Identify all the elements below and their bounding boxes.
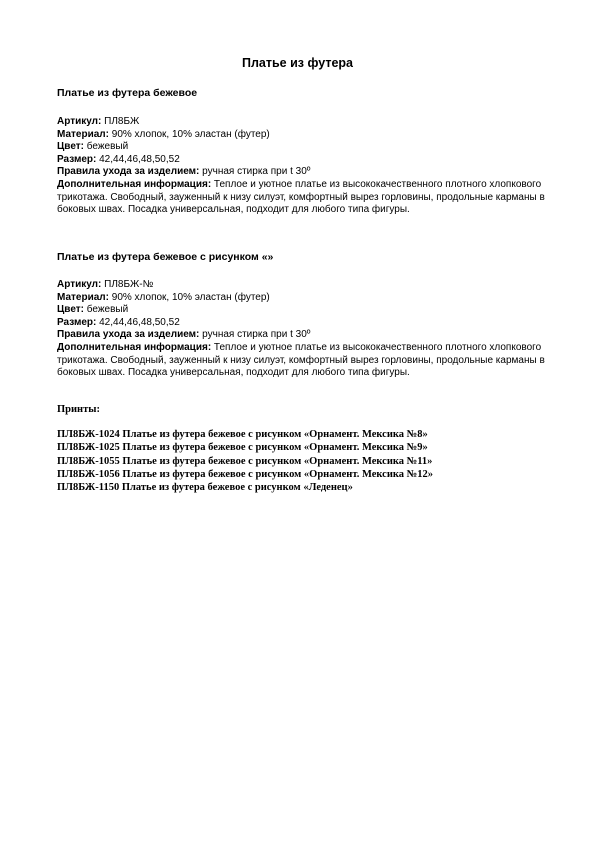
product-title: Платье из футера бежевое с рисунком «» xyxy=(57,251,274,263)
label-article: Артикул: xyxy=(57,116,102,127)
spec-care xyxy=(57,166,547,179)
value-care: ручная стирка при t 30º xyxy=(199,166,311,178)
label-care: Правила ухода за изделием: xyxy=(57,166,200,178)
value-article: ПЛ8БЖ xyxy=(101,116,140,127)
spec-size xyxy=(57,154,547,167)
label-care: Правила ухода за изделием: xyxy=(57,329,200,341)
print-item: ПЛ8БЖ-1024 Платье из футера бежевое с рисунком «Орнамент. Мексика №8» xyxy=(57,429,428,440)
label-color: Цвет: xyxy=(57,304,84,316)
page-title: Платье из футера xyxy=(241,56,354,70)
print-item: ПЛ8БЖ-1025 Платье из футера бежевое с рисунком «Орнамент. Мексика №9» xyxy=(57,442,428,454)
label-color: Цвет: xyxy=(57,141,84,153)
prints-list xyxy=(57,428,433,494)
label-size: Размер: xyxy=(57,316,97,328)
value-info: Теплое и уютное платье из высококачественного плотного хлопкового трикотажа. Свободный, зауженный к низу силуэт, комфортный вырез горловины, продольные карманы в боковых швах. Посадка универсальная, подходит для любого типа фигуры. xyxy=(57,178,545,216)
value-color: бежевый xyxy=(83,304,129,316)
print-item: ПЛ8БЖ-1150 Платье из футера бежевое с рисунком «Леденец» xyxy=(57,482,353,494)
print-item: ПЛ8БЖ-1056 Платье из футера бежевое с рисунком «Орнамент. Мексика №12» xyxy=(57,468,433,480)
print-item: ПЛ8БЖ-1055 Платье из футера бежевое с рисунком «Орнамент. Мексика №11» xyxy=(57,455,433,467)
value-material: 90% хлопок, 10% эластан (футер) xyxy=(108,128,270,140)
label-size: Размер: xyxy=(57,153,97,165)
value-info: Теплое и уютное платье из высококачественного плотного хлопкового трикотажа. Свободный, зауженный к низу силуэт, комфортный вырез горловины, продольные карманы в боковых швах. Посадка универсальная, подходит для любого типа фигуры. xyxy=(57,341,545,379)
value-material: 90% хлопок, 10% эластан (футер) xyxy=(108,291,270,303)
label-material: Материал: xyxy=(57,291,109,303)
label-info: Дополнительная информация: xyxy=(57,178,212,190)
spec-material xyxy=(57,292,547,305)
label-article: Артикул: xyxy=(57,279,102,290)
spec-color xyxy=(57,304,547,317)
value-color: бежевый xyxy=(83,141,129,153)
value-size: 42,44,46,48,50,52 xyxy=(96,316,180,328)
product-title: Платье из футера бежевое xyxy=(57,87,198,99)
spec-info xyxy=(57,179,547,217)
spec-article xyxy=(57,116,547,129)
label-material: Материал: xyxy=(57,128,109,140)
value-care: ручная стирка при t 30º xyxy=(199,329,311,341)
value-article: ПЛ8БЖ-№ xyxy=(101,279,154,290)
prints-heading: Принты: xyxy=(57,404,100,415)
spec-info xyxy=(57,342,547,380)
label-info: Дополнительная информация: xyxy=(57,341,212,353)
spec-care xyxy=(57,329,547,342)
spec-size xyxy=(57,317,547,330)
spec-color xyxy=(57,141,547,154)
spec-article xyxy=(57,279,547,292)
value-size: 42,44,46,48,50,52 xyxy=(96,153,180,165)
spec-material xyxy=(57,129,547,142)
product-spec xyxy=(57,116,547,217)
product-spec xyxy=(57,279,547,380)
